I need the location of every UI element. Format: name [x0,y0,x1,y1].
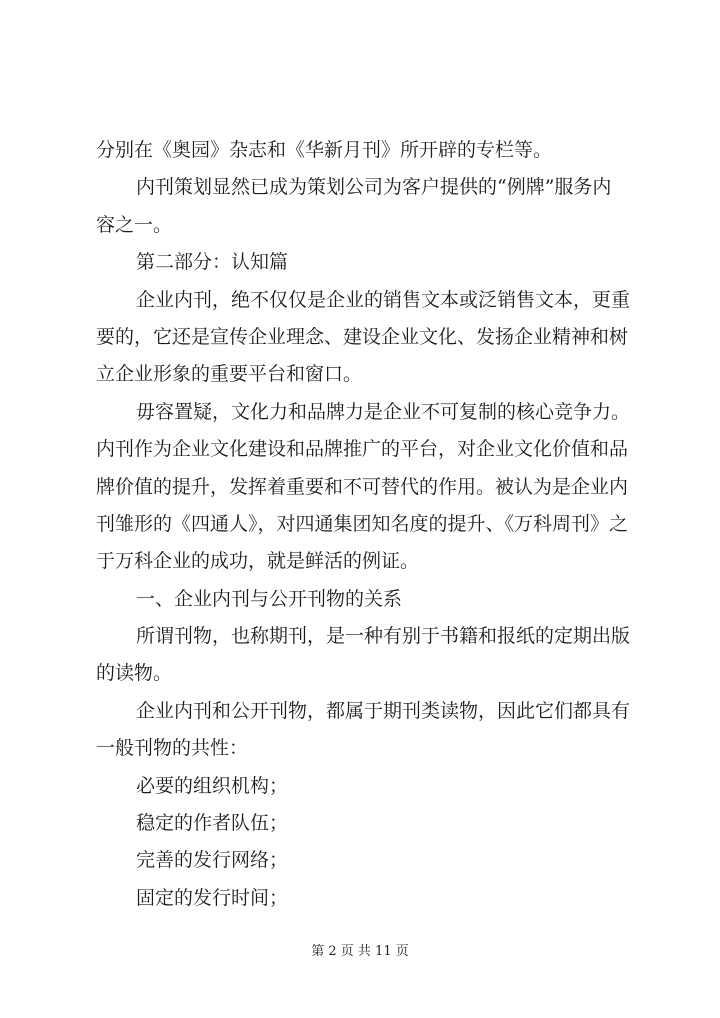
subsection-heading: 一、企业内刊与公开刊物的关系 [136,587,403,610]
text-line: 毋容置疑，文化力和品牌力是企业不可复制的核心竞争力。 [136,400,631,423]
text-line: 的读物。 [96,662,173,685]
text-line: 一般刊物的共性： [96,737,249,760]
text-line: 企业内刊，绝不仅仅是企业的销售文本或泛销售文本，更重 [136,288,631,311]
list-item: 稳定的作者队伍； [136,812,289,835]
list-item: 完善的发行网络； [136,849,289,872]
text-line: 于万科企业的成功，就是鲜活的例证。 [96,550,420,573]
text-line: 要的，它还是宣传企业理念、建设企业文化、发扬企业精神和树 [96,325,629,348]
text-line: 内刊策划显然已成为策划公司为客户提供的“例牌”服务内 [136,176,612,199]
section-heading: 第二部分：认知篇 [136,251,289,274]
text-line: 内刊作为企业文化建设和品牌推广的平台，对企业文化价值和品 [96,438,629,461]
list-item: 固定的发行时间； [136,886,289,909]
text-line: 立企业形象的重要平台和窗口。 [96,363,363,386]
document-body [96,132,642,917]
text-line: 牌价值的提升，发挥着重要和不可替代的作用。被认为是企业内 [96,475,629,498]
text-line: 刊雏形的《四通人》，对四通集团知名度的提升、《万科周刊》之 [96,512,629,535]
page-number-footer: 第 2 页 共 11 页 [311,944,409,959]
text-line: 所谓刊物，也称期刊，是一种有别于书籍和报纸的定期出版 [136,625,631,648]
text-line: 容之一。 [96,213,173,236]
text-line: 企业内刊和公开刊物，都属于期刊类读物，因此它们都具有 [136,699,631,722]
text-line: 分别在《奥园》杂志和《华新月刊》所开辟的专栏等。 [96,139,553,161]
list-item: 必要的组织机构； [136,774,289,797]
